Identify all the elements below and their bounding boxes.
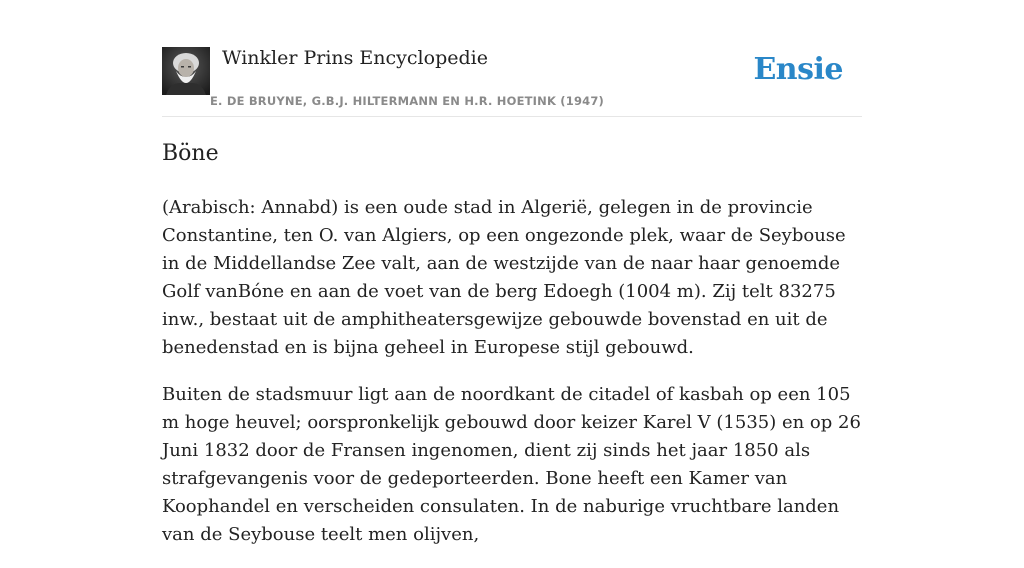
author-portrait-avatar [162,47,210,95]
ensie-logo-link[interactable]: Ensie [753,52,843,87]
publication-header [162,44,862,117]
article-paragraph: Buiten de stadsmuur ligt aan de noordkant de citadel of kasbah op een 105 m hoge heuvel; oorspronkelijk gebouwd door keizer Karel V (1535) en op 26 Juni 1832 door de Fransen ingenomen, dient zij sinds het jaar 1850 als strafgevangenis voor de gedeporteerden. Bone heeft een Kamer van Koophandel en verscheiden consulaten. In de naburige vruchtbare landen van de Seybouse teelt men olijven, [162,384,861,545]
article [162,138,862,568]
publication-title[interactable]: Winkler Prins Encyclopedie [222,47,488,69]
article-title: Böne [162,141,219,166]
portrait-icon [162,47,210,95]
article-paragraph: (Arabisch: Annabd) is een oude stad in Algerië, gelegen in de provincie Constantine, ten O. van Algiers, op een ongezonde plek, waar de Seybouse in de Middellandse Zee valt, aan de westzijde van de naar haar genoemde Golf vanBóne en aan de voet van de berg Edoegh (1004 m). Zij telt 83275 inw., bestaat uit de amphitheatersgewijze gebouwde bovenstad en uit de benedenstad en is bijna geheel in Europese stijl gebouwd. [162,197,846,358]
publication-authors: E. DE BRUYNE, G.B.J. HILTERMANN EN H.R. HOETINK (1947) [210,94,605,108]
